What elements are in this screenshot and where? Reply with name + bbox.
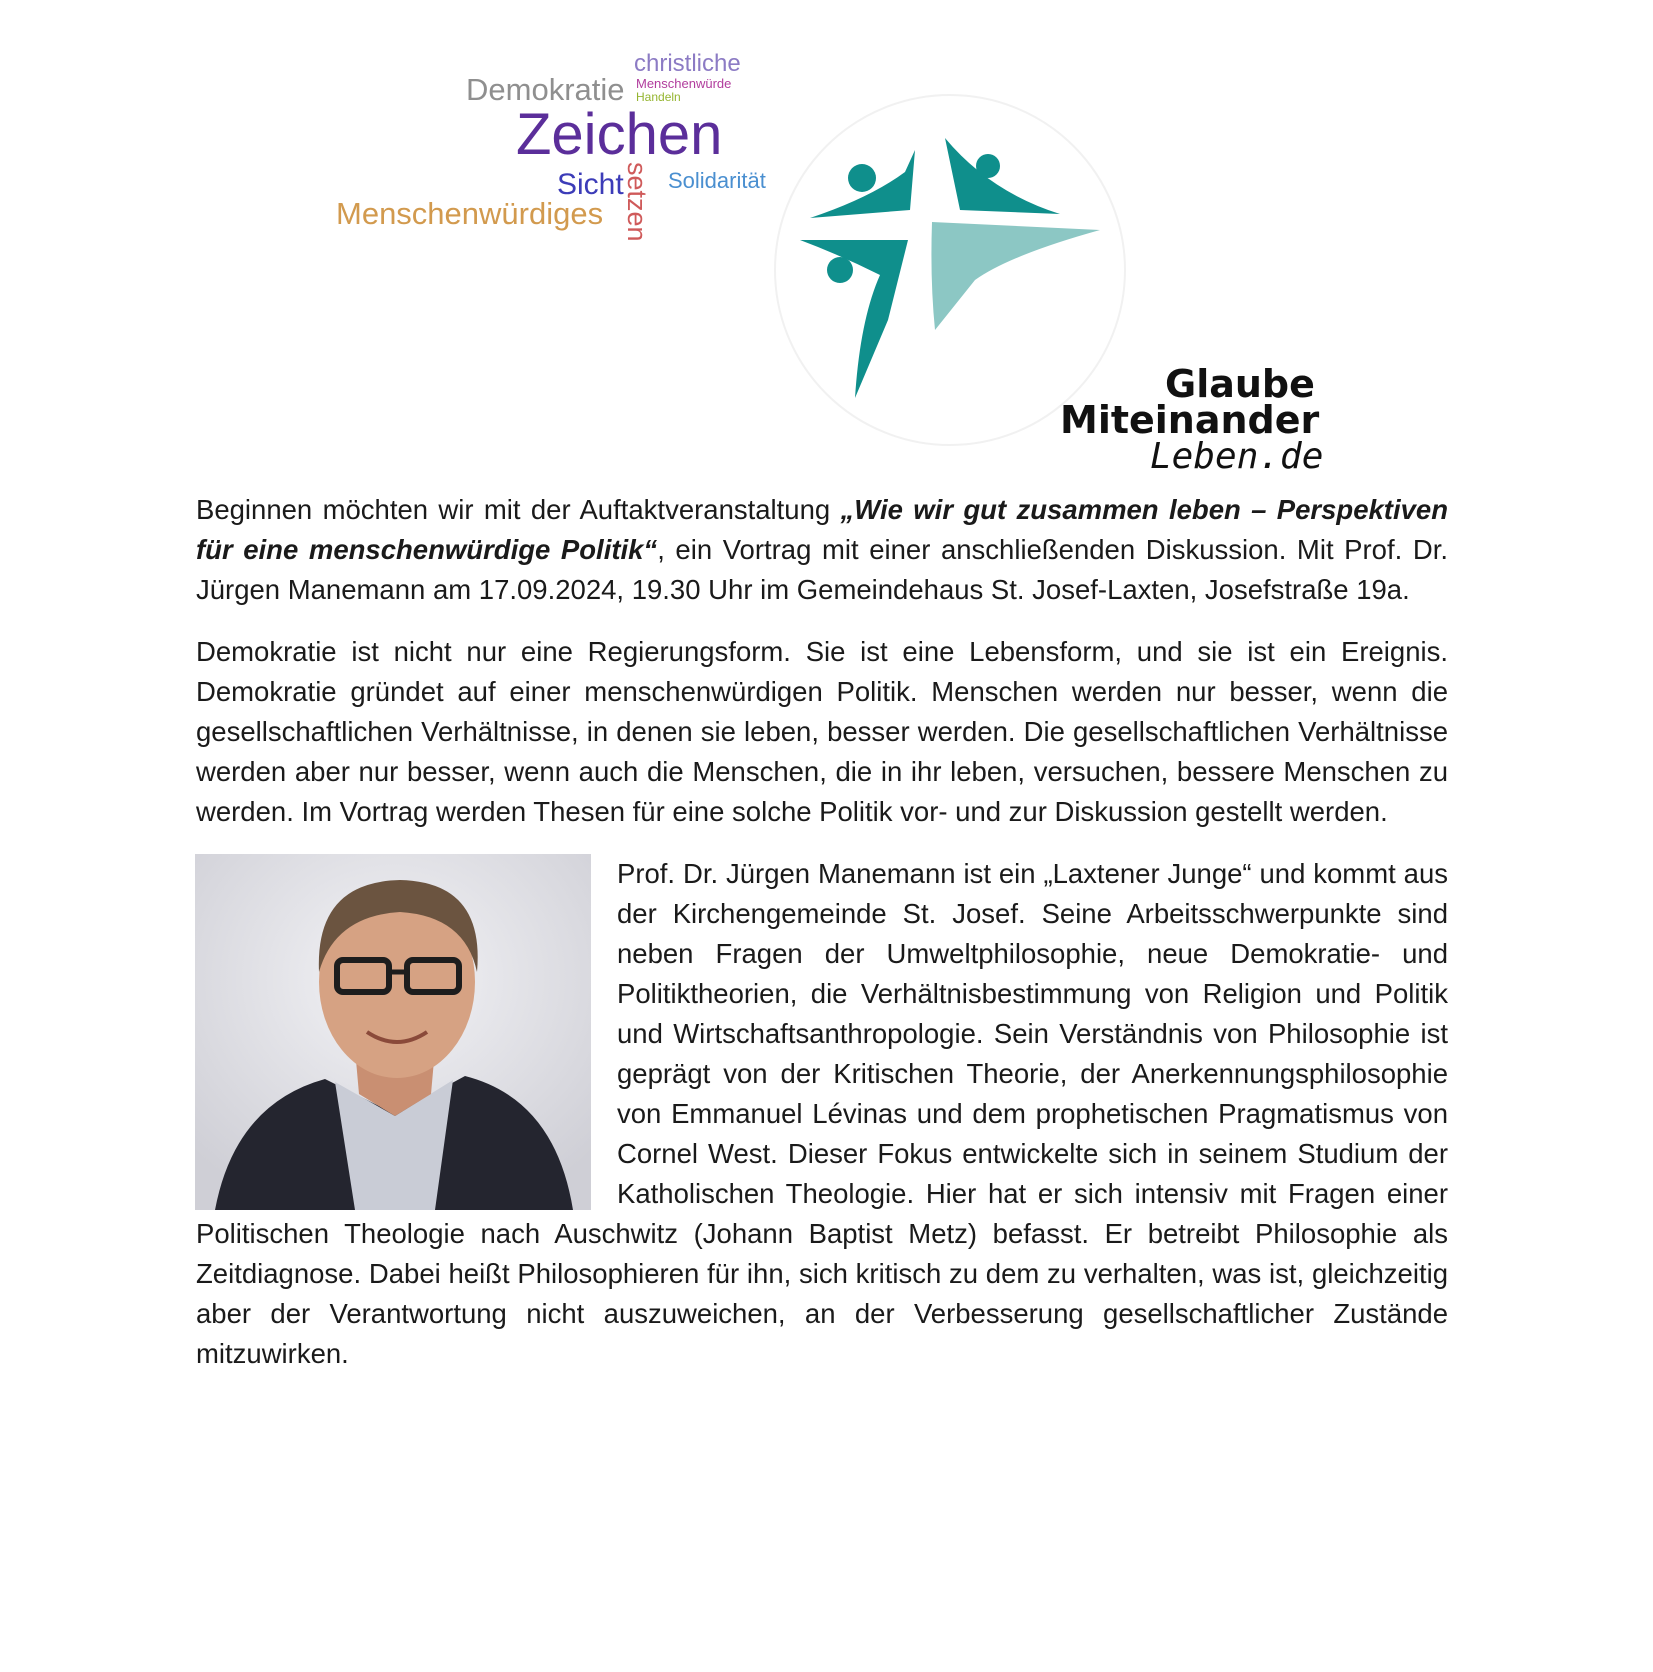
democracy-paragraph: Demokratie ist nicht nur eine Regierungsform. Sie ist eine Lebensform, und sie ist ein Ereignis. Demokratie gründet auf einer menschenwürdigen Politik. Menschen werden nur besser, wenn die gesellschaftlichen Verhältnisse, in denen sie leben, besser werden. Die gesellschaftlichen Verhältnisse werden aber nur besser, wenn auch die Menschen, die in ihr leben, versuchen, bessere Menschen zu werden. Im Vortrag werden Thesen für eine solche Politik vor- und zur Diskussion gestellt werden. xyxy=(196,636,1448,827)
intro-rest: , ein Vortrag mit einer anschließenden Diskussion. Mit Prof. Dr. Jürgen Manemann am 17.09.2024, 19.30 Uhr im Gemeindehaus St. Josef-Laxten, Josefstraße 19a. xyxy=(196,534,1448,605)
brand-line-miteinander: Miteinander xyxy=(1060,398,1320,442)
cross-dot-lower-left xyxy=(827,257,853,283)
cross-dot-upper-left xyxy=(848,164,876,192)
intro-paragraph xyxy=(196,490,1448,610)
brand-line-glaube: Glaube xyxy=(1165,362,1315,406)
event-title: „Wie wir gut zusammen leben – Perspektiven für eine menschenwürdige Politik“ xyxy=(196,494,1448,565)
brand-logo xyxy=(1060,362,1350,477)
word-setzen: setzen xyxy=(622,162,652,242)
brand-line-leben: Leben.de xyxy=(1150,436,1324,477)
intro-text: Beginnen möchten wir mit der Auftaktveranstaltung xyxy=(196,494,841,525)
word-handeln: Handeln xyxy=(636,90,681,104)
cross-dot-upper-right xyxy=(976,154,1000,178)
word-menschenwuerdiges: Menschenwürdiges xyxy=(336,196,604,231)
header xyxy=(0,0,1653,480)
speaker-photo xyxy=(195,854,591,1210)
word-demokratie: Demokratie xyxy=(466,72,625,107)
word-solidaritaet: Solidarität xyxy=(668,168,766,193)
word-zeichen: Zeichen xyxy=(516,102,723,167)
word-christliche: christliche xyxy=(634,50,741,77)
word-cloud xyxy=(320,40,800,280)
article-body xyxy=(196,490,1448,1374)
word-sicht: Sicht xyxy=(557,168,624,201)
word-menschenwuerde: Menschenwürde xyxy=(636,76,732,91)
biography-paragraph: Prof. Dr. Jürgen Manemann ist ein „Laxtener Junge“ und kommt aus der Kirchengemeinde St. Josef. Seine Arbeitsschwerpunkte sind neben Fragen der Umweltphilosophie, neue Demokratie- und Politiktheorien, die Verhältnisbestimmung von Religion und Politik und Wirtschaftsanthropologie. Sein Verständnis von Philosophie ist geprägt von der Kritischen Theorie, der Anerkennungsphilosophie von Emmanuel Lévinas und dem prophetischen Pragmatismus von Cornel West. Dieser Fokus entwickelte sich in seinem Studium der Katholischen Theologie. Hier hat er sich intensiv mit Fragen einer Politischen Theologie nach Auschwitz (Johann Baptist Metz) befasst. Er betreibt Philosophie als Zeitdiagnose. Dabei heißt Philosophieren für ihn, sich kritisch zu dem zu verhalten, was ist, gleichzeitig aber der Verantwortung nicht auszuweichen, an der Verbesserung gesellschaftlicher Zustände mitzuwirken. xyxy=(196,858,1448,1369)
